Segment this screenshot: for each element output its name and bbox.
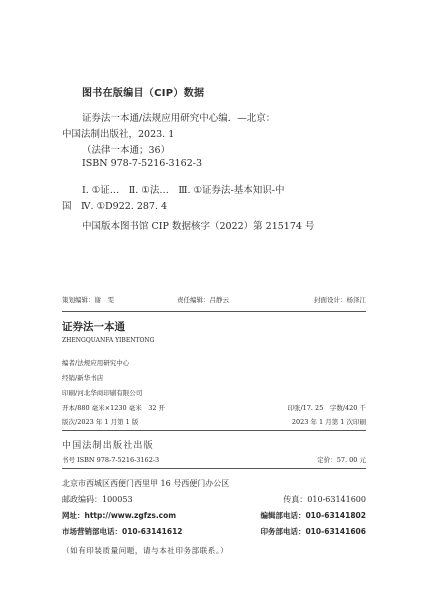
cip-line-1: 证券法一本通/法规应用研究中心编．—北京： — [82, 113, 276, 124]
print-dept-phone: 印务部电话：010-63141606 — [260, 527, 366, 536]
planning-editor: 策划编辑：谢 雯 — [62, 296, 114, 304]
book-pinyin: ZHENGQUANFA YIBENTONG — [62, 337, 155, 344]
book-printing: 2023 年 1 月第 1 次印刷 — [291, 418, 366, 426]
book-edition: 版次/2023 年 1 月第 1 版 — [62, 418, 139, 426]
postcode: 邮政编码：100053 — [62, 495, 133, 504]
publisher-address: 北京市西城区西便门西里甲 16 号西便门办公区 — [62, 479, 230, 488]
cip-isbn: ISBN 978-7-5216-3162-3 — [82, 158, 202, 169]
book-price: 定价：57. 00 元 — [317, 456, 366, 464]
publisher-name: 中国法制出版社出版 — [62, 441, 154, 451]
cip-record-number: 中国版本图书馆 CIP 数据核字（2022）第 215174 号 — [82, 221, 315, 232]
fax: 传真：010-63141600 — [283, 495, 366, 504]
divider-bottom — [62, 468, 366, 469]
cover-designer: 封面设计：杨泽江 — [314, 296, 366, 304]
publisher-isbn: 书号 ISBN 978-7-5216-3162-3 — [62, 456, 160, 464]
marketing-phone: 市场营销部电话：010-63141612 — [62, 527, 183, 536]
cip-line-3: （法律一本通；36） — [82, 145, 171, 156]
distributor: 经销/新华书店 — [62, 374, 104, 382]
divider-top — [62, 311, 366, 312]
printer: 印刷/河北华商印刷有限公司 — [62, 389, 143, 397]
book-format: 开本/880 毫米×1230 毫米 32 开 — [62, 404, 166, 412]
cip-line-2: 中国法制出版社，2023. 1 — [62, 129, 175, 140]
quality-note: （如有印装质量问题，请与本社印务部联系。） — [62, 546, 229, 555]
cip-classification-1: Ⅰ. ①证… Ⅱ. ①法… Ⅲ. ①证券法-基本知识-中 — [82, 185, 285, 196]
editorial-phone: 编辑部电话：010-63141802 — [260, 511, 366, 520]
cip-classification-2: 国 Ⅳ. ①D922. 287. 4 — [62, 201, 168, 212]
book-sheets: 印张/17. 25 字数/420 千 — [287, 404, 366, 412]
website: 网址：http://www.zgfzs.com — [62, 511, 177, 520]
compiler: 编者/法规应用研究中心 — [62, 359, 130, 367]
responsible-editor: 责任编辑：吕静云 — [177, 296, 229, 304]
book-title: 证券法一本通 — [62, 321, 125, 333]
divider-middle — [62, 430, 366, 431]
cip-heading: 图书在版编目（CIP）数据 — [82, 88, 205, 99]
